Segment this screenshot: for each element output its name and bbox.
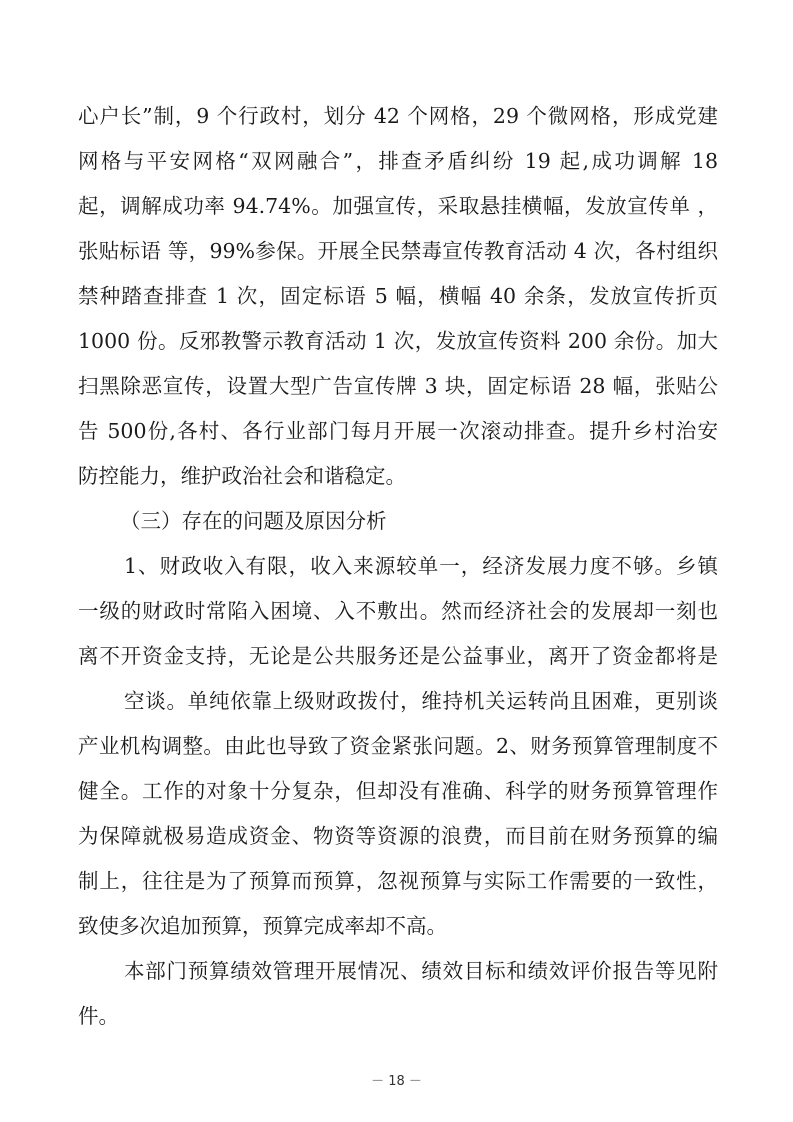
paragraph-line: 健全。工作的对象十分复杂，但却没有准确、科学的财务预算管理作 — [78, 779, 718, 803]
paragraph-line: 制上，往往是为了预算而预算，忽视预算与实际工作需要的一致性， — [78, 869, 718, 893]
paragraph-line: 致使多次追加预算，预算完成率却不高。 — [78, 914, 447, 938]
paragraph-line: 防控能力，维护政治社会和谐稳定。 — [78, 464, 406, 488]
paragraph-line: 产业机构调整。由此也导致了资金紧张问题。2、财务预算管理制度不 — [78, 734, 718, 758]
paragraph-line: 告 500份,各村、各行业部门每月开展一次滚动排查。提升乡村治安 — [78, 419, 718, 443]
paragraph-line: 1、财政收入有限，收入来源较单一，经济发展力度不够。乡镇 — [124, 554, 718, 578]
paragraph-line: 1000 份。反邪教警示教育活动 1 次，发放宣传资料 200 余份。加大 — [78, 329, 718, 353]
paragraph-line: 一级的财政时常陷入困境、入不敷出。然而经济社会的发展却一刻也 — [78, 599, 718, 623]
paragraph-line: 起，调解成功率 94.74%。加强宣传，采取悬挂横幅，发放宣传单 ， — [78, 194, 718, 218]
paragraph-line: 本部门预算绩效管理开展情况、绩效目标和绩效评价报告等见附 — [124, 959, 718, 983]
paragraph-line: 件。 — [78, 1004, 119, 1028]
paragraph-line: 张贴标语 等，99%参保。开展全民禁毒宣传教育活动 4 次，各村组织 — [78, 239, 718, 263]
paragraph-line: 空谈。单纯依靠上级财政拨付，维持机关运转尚且困难，更别谈 — [124, 689, 718, 713]
paragraph-line: 离不开资金支持，无论是公共服务还是公益事业，离开了资金都将是 — [78, 644, 718, 668]
paragraph-line: 禁种踏查排查 1 次，固定标语 5 幅，横幅 40 余条，发放宣传折页 — [78, 284, 718, 308]
paragraph-line: 扫黑除恶宣传，设置大型广告宣传牌 3 块，固定标语 28 幅，张贴公 — [78, 374, 718, 398]
page-number: － 18 － — [371, 1074, 422, 1089]
section-heading: （三）存在的问题及原因分析 — [120, 509, 387, 533]
paragraph-line: 网格与平安网格“双网融合”，排查矛盾纠纷 19 起,成功调解 18 — [78, 149, 718, 173]
paragraph-line: 心户长”制，9 个行政村，划分 42 个网格，29 个微网格，形成党建 — [78, 104, 718, 128]
paragraph-line: 为保障就极易造成资金、物资等资源的浪费，而目前在财务预算的编 — [78, 824, 718, 848]
